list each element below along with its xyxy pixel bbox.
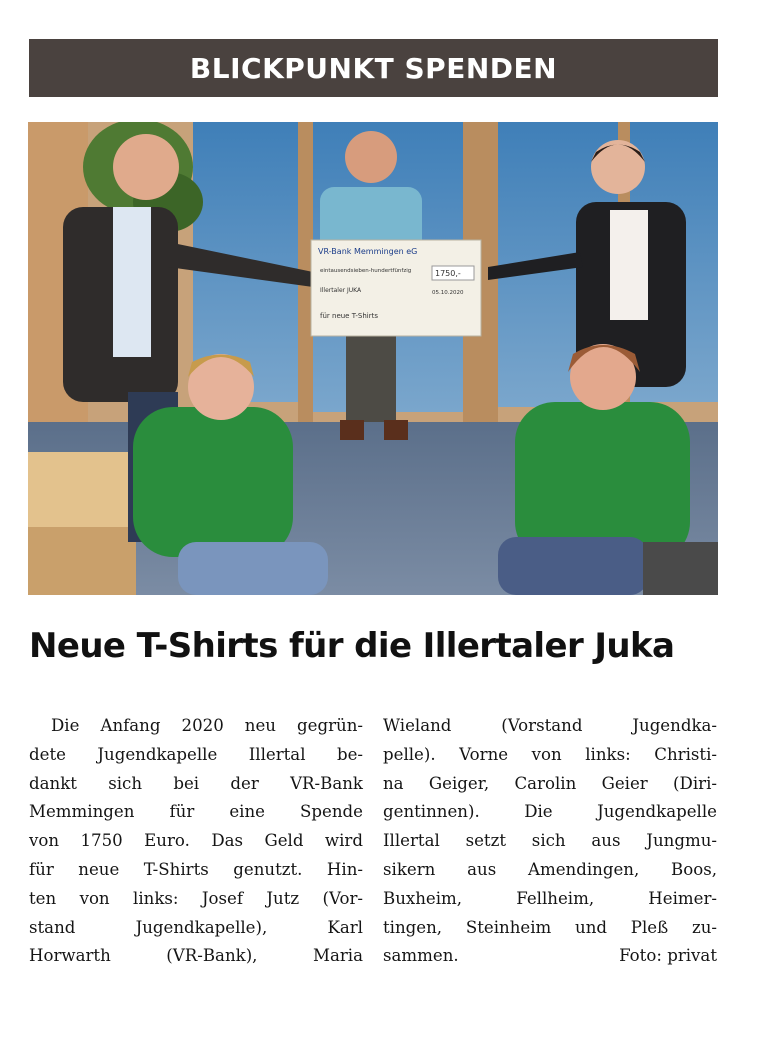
text-line: stand Jugendkapelle), Karl bbox=[29, 917, 363, 937]
article-column-right bbox=[383, 712, 717, 971]
text-line: Buxheim, Fellheim, Heimer- bbox=[383, 888, 717, 908]
check-recipient: Illertaler JUKA bbox=[320, 287, 362, 294]
photo-credit: Foto: privat bbox=[619, 946, 717, 966]
text-line: von 1750 Euro. Das Geld wird bbox=[29, 831, 363, 851]
text-line: dankt sich bei der VR-Bank bbox=[29, 773, 363, 793]
text-line: Horwarth (VR-Bank), Maria bbox=[29, 946, 363, 966]
text-line: ten von links: Josef Jutz (Vor- bbox=[29, 888, 363, 908]
text-line: Illertal setzt sich aus Jungmu- bbox=[383, 831, 717, 851]
text-line: Memmingen für eine Spende bbox=[29, 802, 363, 822]
check-amount: 1750,- bbox=[435, 269, 461, 278]
donation-check bbox=[311, 240, 481, 336]
article-photo bbox=[28, 122, 718, 595]
text-line: na Geiger, Carolin Geier (Diri- bbox=[383, 773, 717, 793]
text-line: Wieland (Vorstand Jugendka- bbox=[383, 716, 717, 735]
article-column-left bbox=[29, 712, 363, 971]
text-line: Die Anfang 2020 neu gegrün- bbox=[51, 716, 363, 735]
text-line: tingen, Steinheim und Pleß zu- bbox=[383, 917, 717, 937]
article-body bbox=[29, 712, 719, 1002]
check-date: 05.10.2020 bbox=[432, 290, 464, 296]
check-bank: VR-Bank Memmingen eG bbox=[318, 247, 418, 256]
check-purpose: für neue T-Shirts bbox=[320, 312, 378, 320]
text-line: pelle). Vorne von links: Christi- bbox=[383, 744, 717, 764]
section-header bbox=[29, 39, 718, 97]
text-line: sikern aus Amendingen, Boos, bbox=[383, 859, 717, 879]
text-line: gentinnen). Die Jugendkapelle bbox=[383, 802, 717, 822]
section-title: BLICKPUNKT SPENDEN bbox=[189, 51, 558, 85]
text-line-final bbox=[383, 942, 717, 971]
text-line: dete Jugendkapelle Illertal be- bbox=[29, 744, 363, 764]
text-line: sammen. bbox=[383, 946, 459, 966]
text-line: für neue T-Shirts genutzt. Hin- bbox=[29, 859, 363, 879]
article-headline: Neue T-Shirts für die Illertaler Juka bbox=[29, 626, 675, 666]
photo-illustration bbox=[28, 122, 718, 595]
check-amount-words: eintausendsieben-hundertfünfzig bbox=[320, 268, 412, 274]
